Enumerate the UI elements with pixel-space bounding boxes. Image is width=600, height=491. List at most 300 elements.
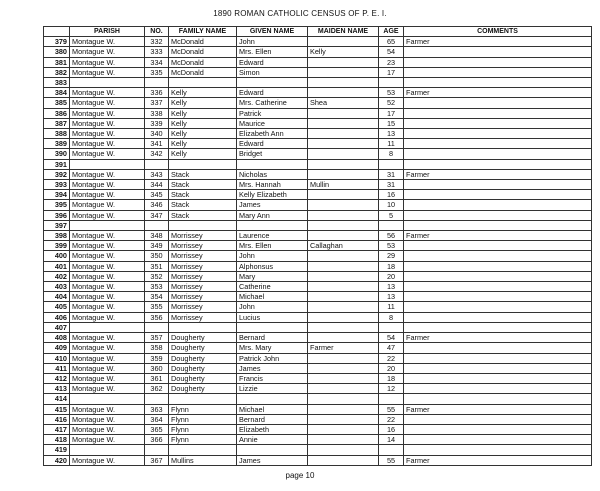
cell-row-number: 396 xyxy=(44,210,70,220)
cell-age: 54 xyxy=(379,47,404,57)
cell-family-name: Stack xyxy=(169,210,237,220)
cell-household-no: 343 xyxy=(145,169,169,179)
cell-household-no: 350 xyxy=(145,251,169,261)
cell-row-number: 414 xyxy=(44,394,70,404)
table-row xyxy=(44,231,592,241)
cell-given-name xyxy=(237,159,308,169)
cell-parish: Montague W. xyxy=(70,118,145,128)
cell-age: 8 xyxy=(379,312,404,322)
cell-row-number: 393 xyxy=(44,180,70,190)
table-row xyxy=(44,384,592,394)
table-row xyxy=(44,180,592,190)
cell-comments: Farmer xyxy=(404,37,592,47)
cell-age: 11 xyxy=(379,302,404,312)
cell-comments xyxy=(404,241,592,251)
cell-parish: Montague W. xyxy=(70,251,145,261)
header-maiden-name: MAIDEN NAME xyxy=(308,27,379,37)
cell-row-number: 409 xyxy=(44,343,70,353)
cell-comments: Farmer xyxy=(404,88,592,98)
cell-family-name: Kelly xyxy=(169,118,237,128)
cell-household-no: 347 xyxy=(145,210,169,220)
header-row-number xyxy=(44,27,70,37)
cell-age: 17 xyxy=(379,67,404,77)
cell-maiden-name: Mullin xyxy=(308,180,379,190)
cell-age: 16 xyxy=(379,190,404,200)
cell-family-name: Flynn xyxy=(169,435,237,445)
cell-parish: Montague W. xyxy=(70,424,145,434)
cell-family-name: Dougherty xyxy=(169,384,237,394)
cell-maiden-name xyxy=(308,271,379,281)
cell-age: 18 xyxy=(379,373,404,383)
cell-age: 10 xyxy=(379,200,404,210)
cell-parish: Montague W. xyxy=(70,312,145,322)
table-row xyxy=(44,169,592,179)
cell-household-no: 358 xyxy=(145,343,169,353)
cell-given-name: John xyxy=(237,302,308,312)
cell-given-name: Francis xyxy=(237,373,308,383)
table-row xyxy=(44,373,592,383)
cell-household-no: 354 xyxy=(145,292,169,302)
cell-maiden-name xyxy=(308,200,379,210)
cell-family-name xyxy=(169,394,237,404)
cell-parish xyxy=(70,159,145,169)
table-row xyxy=(44,67,592,77)
cell-household-no: 338 xyxy=(145,108,169,118)
cell-age: 65 xyxy=(379,37,404,47)
cell-family-name: Mullins xyxy=(169,455,237,465)
cell-given-name: Patrick John xyxy=(237,353,308,363)
cell-parish: Montague W. xyxy=(70,404,145,414)
cell-given-name: Lucius xyxy=(237,312,308,322)
cell-maiden-name: Shea xyxy=(308,98,379,108)
cell-family-name: Kelly xyxy=(169,139,237,149)
cell-row-number: 407 xyxy=(44,322,70,332)
cell-household-no xyxy=(145,445,169,455)
cell-comments xyxy=(404,343,592,353)
cell-household-no: 356 xyxy=(145,312,169,322)
cell-row-number: 390 xyxy=(44,149,70,159)
cell-comments xyxy=(404,282,592,292)
cell-comments xyxy=(404,159,592,169)
cell-age: 12 xyxy=(379,384,404,394)
cell-row-number: 400 xyxy=(44,251,70,261)
cell-maiden-name xyxy=(308,220,379,230)
cell-maiden-name xyxy=(308,435,379,445)
cell-household-no: 355 xyxy=(145,302,169,312)
cell-comments xyxy=(404,220,592,230)
cell-row-number: 397 xyxy=(44,220,70,230)
cell-parish xyxy=(70,394,145,404)
cell-given-name xyxy=(237,445,308,455)
cell-age xyxy=(379,445,404,455)
cell-household-no: 334 xyxy=(145,57,169,67)
header-row xyxy=(44,27,592,37)
cell-age: 14 xyxy=(379,435,404,445)
cell-given-name: Mrs. Catherine xyxy=(237,98,308,108)
cell-row-number: 389 xyxy=(44,139,70,149)
cell-row-number: 398 xyxy=(44,231,70,241)
cell-maiden-name xyxy=(308,251,379,261)
cell-comments xyxy=(404,149,592,159)
cell-family-name: McDonald xyxy=(169,57,237,67)
cell-parish: Montague W. xyxy=(70,373,145,383)
table-row xyxy=(44,47,592,57)
cell-family-name: Stack xyxy=(169,200,237,210)
cell-parish xyxy=(70,78,145,88)
table-row xyxy=(44,108,592,118)
cell-age: 31 xyxy=(379,180,404,190)
cell-maiden-name: Callaghan xyxy=(308,241,379,251)
cell-row-number: 384 xyxy=(44,88,70,98)
cell-maiden-name xyxy=(308,231,379,241)
cell-parish: Montague W. xyxy=(70,169,145,179)
cell-given-name: Annie xyxy=(237,435,308,445)
cell-family-name: Dougherty xyxy=(169,373,237,383)
cell-row-number: 391 xyxy=(44,159,70,169)
cell-household-no: 336 xyxy=(145,88,169,98)
cell-age: 20 xyxy=(379,271,404,281)
cell-row-number: 380 xyxy=(44,47,70,57)
cell-age: 31 xyxy=(379,169,404,179)
table-row xyxy=(44,149,592,159)
cell-comments xyxy=(404,424,592,434)
table-row xyxy=(44,200,592,210)
cell-row-number: 388 xyxy=(44,129,70,139)
cell-given-name: Lizzie xyxy=(237,384,308,394)
cell-comments xyxy=(404,210,592,220)
cell-comments xyxy=(404,200,592,210)
document-title: 1890 ROMAN CATHOLIC CENSUS OF P. E. I. xyxy=(213,9,387,18)
cell-comments xyxy=(404,190,592,200)
cell-parish: Montague W. xyxy=(70,435,145,445)
cell-given-name: Catherine xyxy=(237,282,308,292)
cell-family-name: McDonald xyxy=(169,67,237,77)
cell-household-no: 365 xyxy=(145,424,169,434)
cell-comments xyxy=(404,108,592,118)
cell-row-number: 382 xyxy=(44,67,70,77)
header-comments: COMMENTS xyxy=(404,27,592,37)
cell-given-name: James xyxy=(237,200,308,210)
cell-household-no xyxy=(145,394,169,404)
cell-given-name: Bridget xyxy=(237,149,308,159)
table-row xyxy=(44,220,592,230)
cell-maiden-name xyxy=(308,210,379,220)
cell-row-number: 411 xyxy=(44,363,70,373)
cell-maiden-name xyxy=(308,455,379,465)
cell-age: 8 xyxy=(379,149,404,159)
cell-row-number: 403 xyxy=(44,282,70,292)
cell-age xyxy=(379,159,404,169)
cell-family-name: McDonald xyxy=(169,47,237,57)
cell-given-name: Michael xyxy=(237,292,308,302)
cell-age: 11 xyxy=(379,139,404,149)
cell-age: 22 xyxy=(379,414,404,424)
cell-maiden-name: Farmer xyxy=(308,343,379,353)
cell-household-no: 333 xyxy=(145,47,169,57)
cell-row-number: 401 xyxy=(44,261,70,271)
cell-maiden-name xyxy=(308,57,379,67)
cell-row-number: 420 xyxy=(44,455,70,465)
table-row xyxy=(44,129,592,139)
cell-age: 18 xyxy=(379,261,404,271)
cell-comments xyxy=(404,78,592,88)
table-row xyxy=(44,333,592,343)
cell-family-name: Morrissey xyxy=(169,251,237,261)
cell-maiden-name xyxy=(308,67,379,77)
cell-age: 56 xyxy=(379,231,404,241)
cell-maiden-name xyxy=(308,353,379,363)
cell-age: 55 xyxy=(379,404,404,414)
cell-family-name: Dougherty xyxy=(169,343,237,353)
cell-family-name: Morrissey xyxy=(169,271,237,281)
cell-comments xyxy=(404,57,592,67)
cell-parish: Montague W. xyxy=(70,57,145,67)
table-row xyxy=(44,424,592,434)
cell-comments xyxy=(404,445,592,455)
cell-maiden-name xyxy=(308,333,379,343)
table-row xyxy=(44,139,592,149)
cell-comments xyxy=(404,312,592,322)
cell-age xyxy=(379,78,404,88)
header-given-name: GIVEN NAME xyxy=(237,27,308,37)
cell-given-name: Maurice xyxy=(237,118,308,128)
cell-maiden-name xyxy=(308,108,379,118)
cell-maiden-name xyxy=(308,118,379,128)
cell-comments: Farmer xyxy=(404,231,592,241)
cell-age: 16 xyxy=(379,424,404,434)
cell-age: 53 xyxy=(379,88,404,98)
table-row xyxy=(44,159,592,169)
cell-family-name: Kelly xyxy=(169,98,237,108)
cell-parish: Montague W. xyxy=(70,384,145,394)
cell-comments: Farmer xyxy=(404,169,592,179)
cell-parish: Montague W. xyxy=(70,231,145,241)
cell-given-name: Edward xyxy=(237,139,308,149)
cell-parish: Montague W. xyxy=(70,88,145,98)
cell-family-name xyxy=(169,78,237,88)
cell-age xyxy=(379,322,404,332)
cell-parish: Montague W. xyxy=(70,363,145,373)
cell-age: 17 xyxy=(379,108,404,118)
cell-given-name xyxy=(237,220,308,230)
cell-family-name: Morrissey xyxy=(169,302,237,312)
cell-row-number: 386 xyxy=(44,108,70,118)
cell-family-name: Morrissey xyxy=(169,241,237,251)
cell-given-name: Edward xyxy=(237,57,308,67)
cell-parish: Montague W. xyxy=(70,455,145,465)
cell-maiden-name xyxy=(308,159,379,169)
cell-parish: Montague W. xyxy=(70,149,145,159)
cell-row-number: 394 xyxy=(44,190,70,200)
cell-row-number: 413 xyxy=(44,384,70,394)
cell-row-number: 383 xyxy=(44,78,70,88)
cell-age: 47 xyxy=(379,343,404,353)
cell-family-name: Flynn xyxy=(169,404,237,414)
cell-given-name: Laurence xyxy=(237,231,308,241)
cell-row-number: 415 xyxy=(44,404,70,414)
cell-comments xyxy=(404,271,592,281)
cell-row-number: 399 xyxy=(44,241,70,251)
cell-given-name: John xyxy=(237,37,308,47)
cell-household-no: 346 xyxy=(145,200,169,210)
cell-family-name: McDonald xyxy=(169,37,237,47)
cell-row-number: 410 xyxy=(44,353,70,363)
cell-family-name: Morrissey xyxy=(169,261,237,271)
cell-parish: Montague W. xyxy=(70,180,145,190)
cell-row-number: 385 xyxy=(44,98,70,108)
page-number: page 10 xyxy=(285,471,315,480)
cell-household-no: 335 xyxy=(145,67,169,77)
cell-household-no: 342 xyxy=(145,149,169,159)
cell-family-name: Morrissey xyxy=(169,312,237,322)
cell-comments xyxy=(404,414,592,424)
cell-age: 23 xyxy=(379,57,404,67)
cell-household-no: 332 xyxy=(145,37,169,47)
cell-family-name: Flynn xyxy=(169,414,237,424)
cell-given-name: Bernard xyxy=(237,333,308,343)
cell-given-name: Patrick xyxy=(237,108,308,118)
cell-age: 54 xyxy=(379,333,404,343)
table-row xyxy=(44,78,592,88)
table-row xyxy=(44,302,592,312)
cell-maiden-name xyxy=(308,322,379,332)
cell-parish: Montague W. xyxy=(70,271,145,281)
cell-family-name xyxy=(169,445,237,455)
cell-age: 22 xyxy=(379,353,404,363)
cell-row-number: 395 xyxy=(44,200,70,210)
cell-given-name: Mrs. Ellen xyxy=(237,47,308,57)
cell-parish xyxy=(70,445,145,455)
cell-family-name: Dougherty xyxy=(169,363,237,373)
cell-maiden-name xyxy=(308,149,379,159)
table-row xyxy=(44,404,592,414)
cell-parish: Montague W. xyxy=(70,414,145,424)
cell-family-name xyxy=(169,159,237,169)
cell-age: 20 xyxy=(379,363,404,373)
cell-comments xyxy=(404,139,592,149)
cell-household-no xyxy=(145,220,169,230)
cell-comments xyxy=(404,292,592,302)
cell-household-no: 341 xyxy=(145,139,169,149)
table-row xyxy=(44,57,592,67)
table-row xyxy=(44,98,592,108)
cell-maiden-name xyxy=(308,78,379,88)
cell-comments: Farmer xyxy=(404,404,592,414)
cell-family-name: Stack xyxy=(169,169,237,179)
cell-household-no xyxy=(145,159,169,169)
cell-maiden-name xyxy=(308,282,379,292)
cell-household-no: 367 xyxy=(145,455,169,465)
cell-given-name: James xyxy=(237,363,308,373)
cell-comments xyxy=(404,47,592,57)
cell-row-number: 381 xyxy=(44,57,70,67)
cell-row-number: 387 xyxy=(44,118,70,128)
cell-household-no: 357 xyxy=(145,333,169,343)
cell-family-name: Kelly xyxy=(169,88,237,98)
cell-given-name: Mrs. Ellen xyxy=(237,241,308,251)
table-row xyxy=(44,271,592,281)
cell-age: 13 xyxy=(379,282,404,292)
cell-parish: Montague W. xyxy=(70,282,145,292)
cell-row-number: 408 xyxy=(44,333,70,343)
cell-row-number: 418 xyxy=(44,435,70,445)
cell-age: 5 xyxy=(379,210,404,220)
cell-comments: Farmer xyxy=(404,333,592,343)
cell-maiden-name xyxy=(308,312,379,322)
cell-household-no: 353 xyxy=(145,282,169,292)
table-row xyxy=(44,37,592,47)
cell-maiden-name xyxy=(308,445,379,455)
table-row xyxy=(44,210,592,220)
cell-family-name: Morrissey xyxy=(169,282,237,292)
cell-given-name: Bernard xyxy=(237,414,308,424)
cell-family-name xyxy=(169,220,237,230)
cell-comments xyxy=(404,363,592,373)
cell-household-no: 361 xyxy=(145,373,169,383)
cell-row-number: 392 xyxy=(44,169,70,179)
cell-parish: Montague W. xyxy=(70,67,145,77)
header-no: NO. xyxy=(145,27,169,37)
cell-family-name: Kelly xyxy=(169,108,237,118)
cell-age: 53 xyxy=(379,241,404,251)
cell-given-name: Simon xyxy=(237,67,308,77)
cell-parish: Montague W. xyxy=(70,139,145,149)
table-row xyxy=(44,414,592,424)
cell-parish: Montague W. xyxy=(70,37,145,47)
cell-household-no: 344 xyxy=(145,180,169,190)
table-row xyxy=(44,445,592,455)
cell-maiden-name xyxy=(308,424,379,434)
cell-maiden-name xyxy=(308,261,379,271)
cell-comments xyxy=(404,261,592,271)
cell-household-no: 339 xyxy=(145,118,169,128)
cell-household-no: 366 xyxy=(145,435,169,445)
cell-parish: Montague W. xyxy=(70,261,145,271)
cell-household-no xyxy=(145,322,169,332)
cell-given-name: Kelly Elizabeth xyxy=(237,190,308,200)
cell-maiden-name: Kelly xyxy=(308,47,379,57)
cell-maiden-name xyxy=(308,139,379,149)
cell-maiden-name xyxy=(308,394,379,404)
cell-age: 13 xyxy=(379,129,404,139)
cell-age: 15 xyxy=(379,118,404,128)
census-table xyxy=(43,26,592,466)
cell-family-name xyxy=(169,322,237,332)
table-row xyxy=(44,435,592,445)
cell-household-no: 348 xyxy=(145,231,169,241)
cell-household-no: 337 xyxy=(145,98,169,108)
cell-comments: Farmer xyxy=(404,455,592,465)
cell-age: 29 xyxy=(379,251,404,261)
cell-given-name: Mrs. Mary xyxy=(237,343,308,353)
cell-family-name: Kelly xyxy=(169,129,237,139)
cell-row-number: 379 xyxy=(44,37,70,47)
cell-given-name: Nicholas xyxy=(237,169,308,179)
cell-row-number: 416 xyxy=(44,414,70,424)
cell-row-number: 417 xyxy=(44,424,70,434)
cell-comments xyxy=(404,322,592,332)
cell-parish: Montague W. xyxy=(70,241,145,251)
cell-parish: Montague W. xyxy=(70,353,145,363)
cell-parish: Montague W. xyxy=(70,200,145,210)
cell-given-name: John xyxy=(237,251,308,261)
cell-comments xyxy=(404,129,592,139)
cell-maiden-name xyxy=(308,363,379,373)
table-row xyxy=(44,261,592,271)
cell-maiden-name xyxy=(308,190,379,200)
cell-given-name xyxy=(237,322,308,332)
table-row xyxy=(44,282,592,292)
